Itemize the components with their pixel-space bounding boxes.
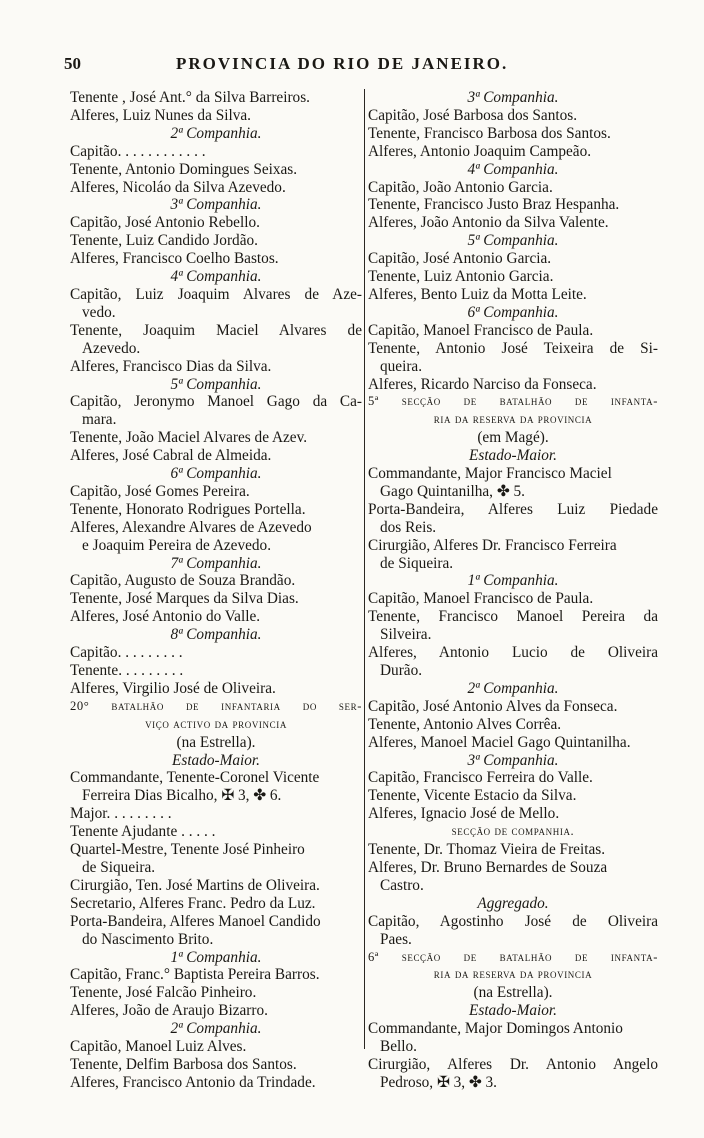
- left-column-line: 2ª Companhia.: [170, 1020, 262, 1038]
- right-column-line: ria da reserva da provincia: [433, 412, 593, 427]
- right-column-line: Durão.: [380, 662, 423, 679]
- left-column-line: Capitão. . . . . . . . .: [70, 644, 183, 662]
- left-column-line: 7ª Companhia.: [170, 554, 262, 572]
- right-column-line: Gago Quintanilha, ✤ 5.: [380, 482, 525, 500]
- right-column-line: Tenente, Luiz Antonio Garcia.: [368, 268, 554, 286]
- left-column-line: Alferes, Alexandre Alvares de Azevedo: [70, 518, 312, 536]
- left-column-line: Alferes, Francisco Antonio da Trindade.: [70, 1073, 316, 1091]
- right-column-line: Alferes, Dr. Bruno Bernardes de Souza: [368, 858, 608, 876]
- right-column-line: Cirurgião, Alferes Dr. Antonio Angelo: [368, 1055, 658, 1073]
- right-column-line: 2ª Companhia.: [467, 679, 559, 697]
- right-column-line: Capitão, José Antonio Garcia.: [368, 250, 552, 268]
- left-column-line: 8ª Companhia.: [170, 626, 262, 644]
- left-column-line: Tenente, Luiz Candido Jordão.: [70, 232, 258, 250]
- left-column-line: vedo.: [82, 303, 116, 321]
- right-column-line: Pedroso, ✠ 3, ✤ 3.: [380, 1073, 497, 1091]
- right-column-line: 3ª Companhia.: [467, 89, 559, 106]
- left-column-line: Alferes, Nicoláo da Silva Azevedo.: [70, 178, 286, 196]
- left-column-line: Cirurgião, Ten. José Martins de Oliveira.: [70, 876, 320, 894]
- right-column-line: Tenente, Antonio Alves Corrêa.: [368, 715, 562, 733]
- left-column-line: 2ª Companhia.: [170, 124, 262, 142]
- page-title: PROVINCIA DO RIO DE JANEIRO.: [176, 54, 509, 73]
- right-column-line: Tenente, Francisco Barbosa dos Santos.: [368, 124, 611, 142]
- left-column-line: 6ª Companhia.: [170, 465, 262, 483]
- left-column-line: Tenente, José Marques da Silva Dias.: [70, 590, 299, 608]
- right-column-line: ria da reserva da provincia: [433, 967, 593, 982]
- left-column-line: Capitão, Luiz Joaquim Alvares de Aze-: [70, 285, 362, 303]
- right-column-line: de Siqueira.: [380, 554, 454, 572]
- left-column-line: Tenente Ajudante . . . . .: [70, 823, 216, 841]
- left-column: [70, 89, 362, 1092]
- right-column-line: Capitão, José Antonio Alves da Fonseca.: [368, 697, 618, 715]
- right-column-line: 5ª secção de batalhão de infanta-: [368, 394, 658, 409]
- left-column-line: e Joaquim Pereira de Azevedo.: [82, 536, 272, 554]
- left-column-line: Commandante, Tenente-Coronel Vicente: [70, 769, 320, 787]
- right-column-line: Tenente, Francisco Justo Braz Hespanha.: [368, 196, 620, 214]
- left-column-line: Major. . . . . . . . .: [70, 805, 172, 823]
- left-column-line: Capitão, José Gomes Pereira.: [70, 482, 250, 500]
- right-column-line: 5ª Companhia.: [467, 232, 559, 250]
- right-column-line: Cirurgião, Alferes Dr. Francisco Ferreira: [368, 536, 617, 554]
- left-column-line: Tenente, João Maciel Alvares de Azev.: [70, 429, 308, 447]
- right-column-line: Tenente, Francisco Manoel Pereira da: [368, 608, 658, 626]
- left-column-line: Capitão, Augusto de Souza Brandão.: [70, 572, 296, 590]
- left-column-line: Estado-Maior.: [172, 751, 260, 769]
- right-column-line: Capitão, Agostinho José de Oliveira: [368, 912, 658, 930]
- column-divider: [364, 89, 365, 1049]
- right-column-line: dos Reis.: [380, 518, 437, 536]
- left-column-line: Tenente, José Falcão Pinheiro.: [70, 984, 257, 1002]
- left-column-line: 5ª Companhia.: [170, 375, 262, 393]
- left-column-line: Azevedo.: [82, 339, 141, 357]
- right-column-line: Commandante, Major Francisco Maciel: [368, 465, 612, 483]
- page-header: [58, 54, 658, 80]
- left-column-line: Capitão, Jeronymo Manoel Gago da Ca-: [70, 393, 362, 411]
- left-column-line: de Siqueira.: [82, 858, 156, 876]
- left-column-line: Alferes, José Antonio do Valle.: [70, 608, 261, 626]
- left-column-line: Alferes, Luiz Nunes da Silva.: [70, 106, 251, 124]
- left-column-line: Capitão. . . . . . . . . . . .: [70, 142, 206, 160]
- right-column-line: Silveira.: [380, 626, 432, 644]
- right-column-line: Alferes, Antonio Joaquim Campeão.: [368, 142, 592, 160]
- right-column-line: (em Magé).: [477, 429, 549, 447]
- right-column-line: Alferes, Bento Luiz da Motta Leite.: [368, 285, 587, 303]
- right-column-line: Tenente, Dr. Thomaz Vieira de Freitas.: [368, 841, 606, 859]
- right-column-line: Estado-Maior.: [469, 1002, 557, 1020]
- right-column-line: Estado-Maior.: [469, 447, 557, 465]
- right-column-line: 6ª secção de batalhão de infanta-: [368, 949, 658, 964]
- right-column-line: Tenente, Vicente Estacio da Silva.: [368, 787, 577, 805]
- left-column-line: (na Estrella).: [176, 733, 256, 751]
- right-column-line: Commandante, Major Domingos Antonio: [368, 1020, 623, 1038]
- right-column-line: Paes.: [380, 930, 412, 948]
- right-column-line: Capitão, Francisco Ferreira do Valle.: [368, 769, 593, 787]
- left-column-line: 1ª Companhia.: [170, 948, 262, 966]
- left-column-line: 4ª Companhia.: [170, 268, 262, 286]
- left-column-line: do Nascimento Brito.: [82, 930, 214, 948]
- right-column-line: Capitão, João Antonio Garcia.: [368, 178, 553, 196]
- right-column-line: (na Estrella).: [473, 984, 553, 1002]
- right-column: [368, 89, 658, 1092]
- left-column-line: viço activo da provincia: [145, 716, 287, 731]
- left-column-line: Secretario, Alferes Franc. Pedro da Luz.: [70, 894, 316, 912]
- right-column-line: queira.: [380, 357, 423, 375]
- right-column-line: 6ª Companhia.: [467, 303, 559, 321]
- right-column-line: Alferes, João Antonio da Silva Valente.: [368, 214, 609, 232]
- right-column-line: Castro.: [380, 876, 424, 894]
- left-column-line: Alferes, João de Araujo Bizarro.: [70, 1002, 268, 1020]
- left-column-line: Capitão, José Antonio Rebello.: [70, 214, 260, 232]
- page-number: 50: [64, 54, 81, 73]
- left-column-line: Alferes, José Cabral de Almeida.: [70, 447, 272, 465]
- left-column-line: Tenente, Antonio Domingues Seixas.: [70, 160, 298, 178]
- left-column-line: mara.: [82, 411, 117, 429]
- left-column-line: Alferes, Francisco Dias da Silva.: [70, 357, 272, 375]
- left-column-line: Capitão, Franc.° Baptista Pereira Barros.: [70, 966, 320, 984]
- left-column-line: Alferes, Virgilio José de Oliveira.: [70, 679, 276, 697]
- right-column-line: 1ª Companhia.: [467, 572, 559, 590]
- left-column-line: Porta-Bandeira, Alferes Manoel Candido: [70, 912, 321, 930]
- left-column-line: 20° batalhão de infantaria do ser-: [70, 698, 362, 713]
- right-column-line: Capitão, Manoel Francisco de Paula.: [368, 590, 594, 608]
- right-column-line: Bello.: [380, 1038, 417, 1056]
- right-column-line: Capitão, José Barbosa dos Santos.: [368, 106, 578, 124]
- left-column-line: Alferes, Francisco Coelho Bastos.: [70, 250, 279, 268]
- right-column-line: Tenente, Antonio José Teixeira de Si-: [368, 339, 658, 357]
- right-column-line: Alferes, Ricardo Narciso da Fonseca.: [368, 375, 597, 393]
- left-column-line: Tenente , José Ant.° da Silva Barreiros.: [70, 89, 310, 106]
- left-column-line: 3ª Companhia.: [170, 196, 262, 214]
- left-column-line: Tenente, Delfim Barbosa dos Santos.: [70, 1055, 297, 1073]
- left-column-line: Tenente, Honorato Rodrigues Portella.: [70, 500, 306, 518]
- right-column-line: Porta-Bandeira, Alferes Luiz Piedade: [368, 500, 658, 518]
- right-column-line: Alferes, Ignacio José de Mello.: [368, 805, 560, 823]
- left-column-line: Ferreira Dias Bicalho, ✠ 3, ✤ 6.: [82, 787, 282, 805]
- right-column-line: Alferes, Manoel Maciel Gago Quintanilha.: [368, 733, 631, 751]
- right-column-line: Aggregado.: [477, 894, 549, 912]
- right-column-line: Capitão, Manoel Francisco de Paula.: [368, 321, 594, 339]
- right-column-line: 3ª Companhia.: [467, 751, 559, 769]
- left-column-line: Capitão, Manoel Luiz Alves.: [70, 1038, 247, 1056]
- left-column-line: Quartel-Mestre, Tenente José Pinheiro: [70, 841, 305, 859]
- left-column-line: Tenente. . . . . . . . .: [70, 662, 184, 679]
- right-column-line: secção de companhia.: [451, 824, 575, 839]
- left-column-line: Tenente, Joaquim Maciel Alvares de: [70, 321, 362, 339]
- right-column-line: 4ª Companhia.: [467, 160, 559, 178]
- right-column-line: Alferes, Antonio Lucio de Oliveira: [368, 644, 658, 662]
